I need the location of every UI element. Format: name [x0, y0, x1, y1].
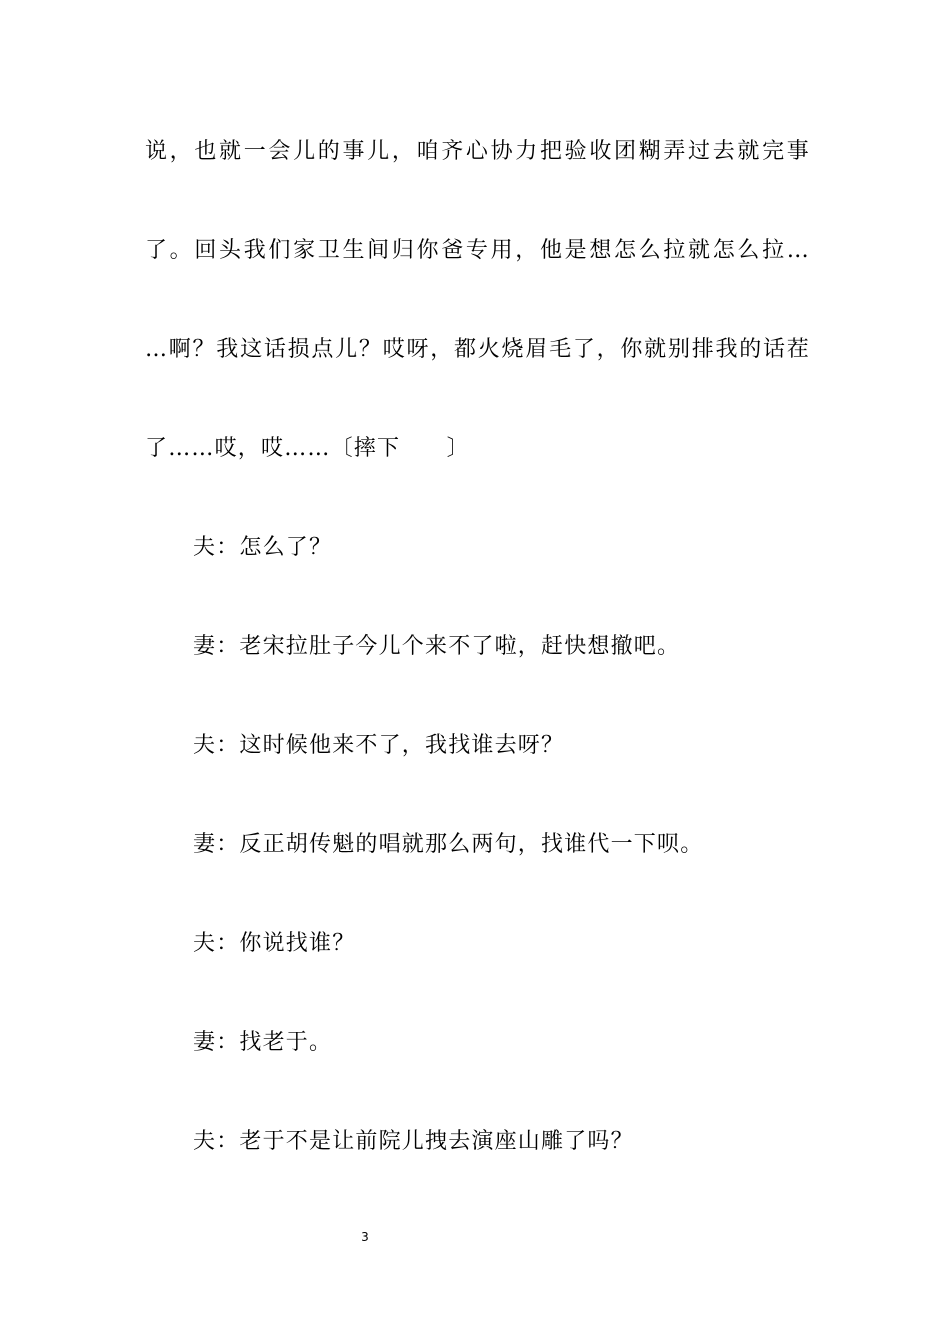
page-number: 3 [361, 1230, 369, 1244]
dialogue-line-wife-3: 妻：找老于。 [193, 1030, 333, 1055]
text-line-2: 了。回头我们家卫生间归你爸专用，他是想怎么拉就怎么拉… [145, 238, 810, 263]
dialogue-line-husband-4: 夫：老于不是让前院儿拽去演座山雕了吗？ [193, 1129, 634, 1154]
dialogue-line-husband-1: 夫：怎么了？ [193, 535, 333, 560]
dialogue-line-husband-2: 夫：这时候他来不了，我找谁去呀？ [193, 733, 565, 758]
dialogue-line-husband-3: 夫：你说找谁？ [193, 931, 356, 956]
text-line-1: 说，也就一会儿的事儿，咱齐心协力把验收团糊弄过去就完事 [145, 139, 810, 164]
dialogue-line-wife-2: 妻：反正胡传魁的唱就那么两句，找谁代一下呗。 [193, 832, 704, 857]
dialogue-line-wife-1: 妻：老宋拉肚子今儿个来不了啦，赶快想撤吧。 [193, 634, 681, 659]
text-line-4: 了……哎，哎……〔摔下 〕 [145, 436, 470, 461]
text-line-3: …啊？我这话损点儿？哎呀，都火烧眉毛了，你就别排我的话茬 [145, 337, 810, 362]
